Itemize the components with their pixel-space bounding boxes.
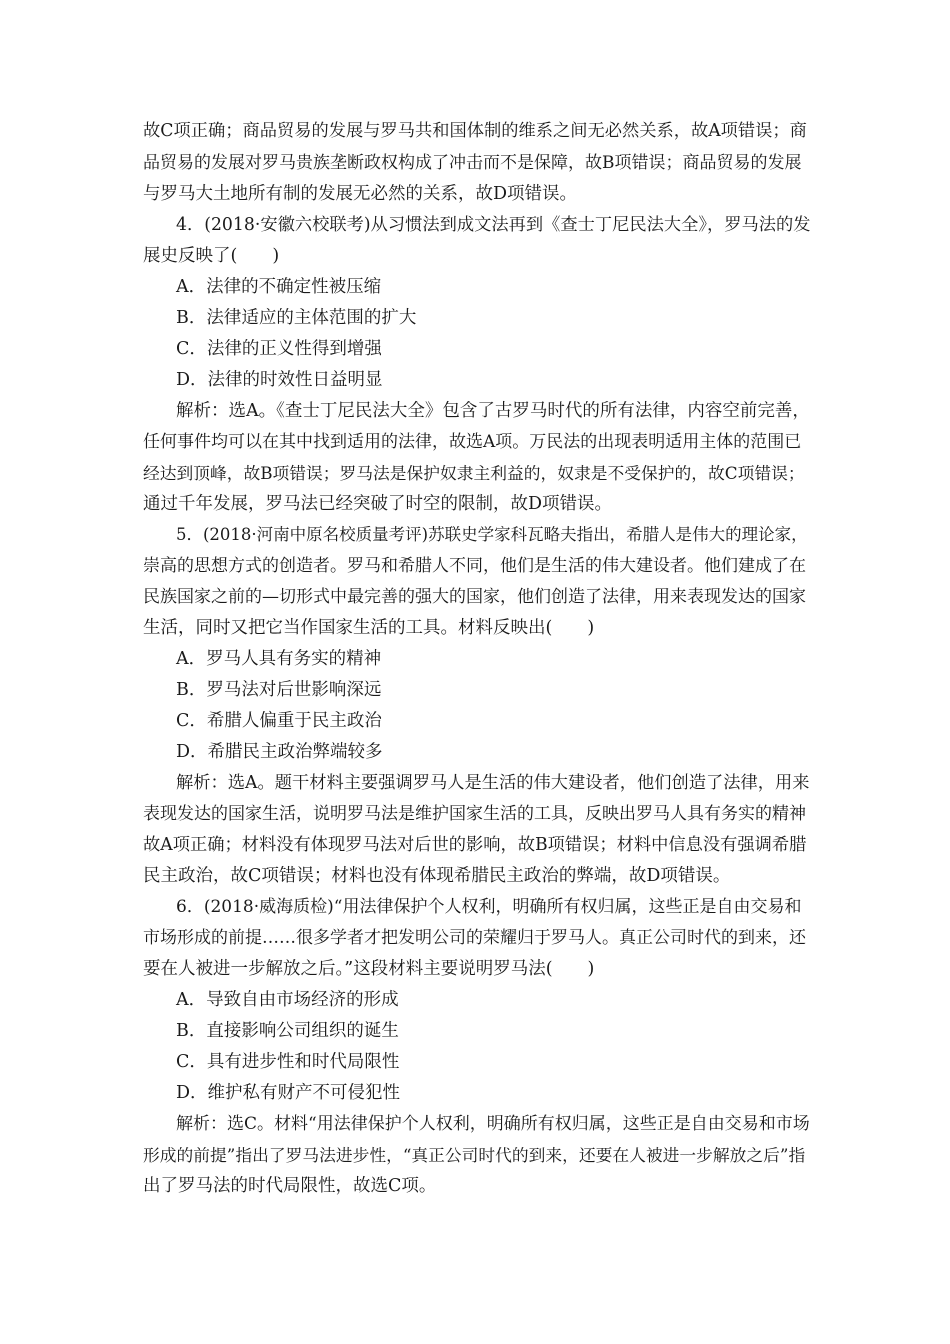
text-line: 故C项正确；商品贸易的发展与罗马共和国体制的维系之间无必然关系，故A项错误；商 — [143, 121, 807, 141]
question-4-analysis: 通过千年发展，罗马法已经突破了时空的限制，故D项错误。 — [143, 494, 613, 514]
question-6-analysis: 出了罗马法的时代局限性，故选C项。 — [143, 1176, 437, 1196]
question-5-analysis: 解析：选A。题干材料主要强调罗马人是生活的伟大建设者，他们创造了法律，用来 — [176, 773, 810, 793]
question-6-stem: 6．(2018·威海质检)“用法律保护个人权利，明确所有权归属，这些正是自由交易和 — [176, 897, 802, 917]
question-4-analysis: 任何事件均可以在其中找到适用的法律，故选A项。万民法的出现表明适用主体的范围已 — [143, 432, 802, 452]
question-4-option-c: C．法律的正义性得到增强 — [176, 339, 382, 359]
question-6-option-b: B．直接影响公司组织的诞生 — [176, 1021, 399, 1041]
question-5-analysis: 民主政治，故C项错误；材料也没有体现希腊民主政治的弊端，故D项错误。 — [143, 866, 731, 886]
question-6-analysis: 解析：选C。材料“用法律保护个人权利，明确所有权归属，这些正是自由交易和市场 — [176, 1114, 810, 1134]
question-4-option-b: B．法律适应的主体范围的扩大 — [176, 308, 417, 328]
text-line: 与罗马大土地所有制的发展无必然的关系，故D项错误。 — [143, 184, 578, 204]
question-5-option-a: A．罗马人具有务实的精神 — [176, 649, 382, 669]
question-5-analysis: 故A项正确；材料没有体现罗马法对后世的影响，故B项错误；材料中信息没有强调希腊 — [143, 835, 807, 855]
question-6-option-d: D．维护私有财产不可侵犯性 — [176, 1083, 401, 1103]
question-5-stem: 生活，同时又把它当作国家生活的工具。材料反映出( ) — [143, 618, 595, 638]
question-5-option-c: C．希腊人偏重于民主政治 — [176, 711, 382, 731]
question-5-stem: 崇高的思想方式的创造者。罗马和希腊人不同，他们是生活的伟大建设者。他们建成了在 — [143, 556, 806, 576]
question-5-analysis: 表现发达的国家生活，说明罗马法是维护国家生活的工具，反映出罗马人具有务实的精神 — [143, 804, 806, 824]
text-line: 品贸易的发展对罗马贵族垄断政权构成了冲击而不是保障，故B项错误；商品贸易的发展 — [143, 153, 802, 173]
question-5-stem: 5．(2018·河南中原名校质量考评)苏联史学家科瓦略夫指出，希腊人是伟大的理论家， — [176, 525, 808, 544]
question-4-analysis: 经达到顶峰，故B项错误；罗马法是保护奴隶主利益的，奴隶是不受保护的，故C项错误； — [143, 463, 805, 483]
question-5-option-d: D．希腊民主政治弊端较多 — [176, 742, 383, 762]
question-4-stem: 展史反映了( ) — [143, 246, 280, 266]
question-6-analysis: 形成的前提”指出了罗马法进步性，“真正公司时代的到来，还要在人被进一步解放之后”指 — [143, 1145, 806, 1165]
question-6-stem: 市场形成的前提……很多学者才把发明公司的荣耀归于罗马人。真正公司时代的到来，还 — [143, 928, 806, 948]
question-5-option-b: B．罗马法对后世影响深远 — [176, 680, 382, 700]
question-6-option-a: A．导致自由市场经济的形成 — [176, 990, 399, 1010]
question-4-analysis: 解析：选A。《查士丁尼民法大全》包含了古罗马时代的所有法律，内容空前完善， — [176, 401, 810, 421]
question-4-option-d: D．法律的时效性日益明显 — [176, 370, 383, 390]
question-4-stem: 4．(2018·安徽六校联考)从习惯法到成文法再到《查士丁尼民法大全》，罗马法的发 — [176, 215, 811, 235]
question-6-option-c: C．具有进步性和时代局限性 — [176, 1052, 400, 1072]
question-6-stem: 要在人被进一步解放之后。”这段材料主要说明罗马法( ) — [143, 959, 595, 979]
question-4-option-a: A．法律的不确定性被压缩 — [176, 277, 382, 297]
question-5-stem: 民族国家之前的—切形式中最完善的强大的国家，他们创造了法律，用来表现发达的国家 — [143, 587, 806, 607]
